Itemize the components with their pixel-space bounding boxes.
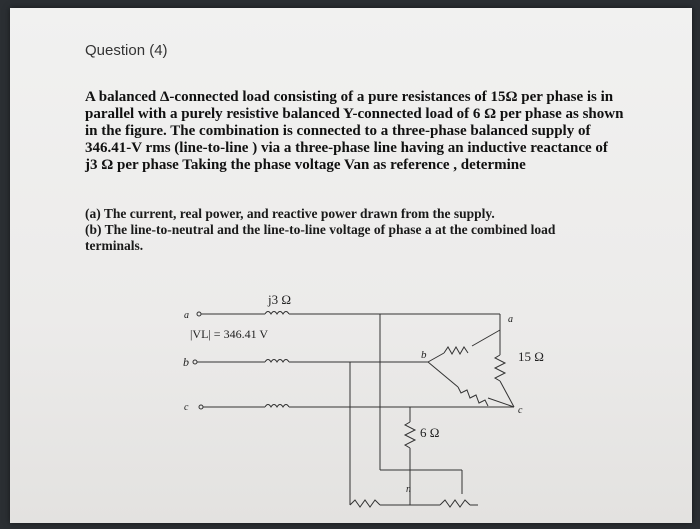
inductor-a xyxy=(265,312,289,315)
terminal-a-label: a xyxy=(184,310,189,321)
part-a: (a) The current, real power, and reactive power drawn from the supply. xyxy=(85,206,495,221)
node-b-label: b xyxy=(421,349,427,361)
problem-line: j3 Ω per phase Taking the phase voltage Van as reference , determine xyxy=(85,157,526,173)
delta-resistor-bc xyxy=(458,387,488,406)
delta-resistance-label: 15 Ω xyxy=(518,349,544,364)
delta-resistor-ab xyxy=(444,347,468,354)
inductor-b xyxy=(265,360,289,363)
terminal-c-dot xyxy=(199,405,203,409)
neutral-n-label: n xyxy=(406,484,411,495)
part-b-line1: (b) The line-to-neutral and the line-to-line voltage of phase a at the combined load xyxy=(85,222,556,237)
wye-resistance-label: 6 Ω xyxy=(420,425,440,440)
problem-line: 346.41-V rms (line-to-line ) via a three-phase line having an inductive reactance of xyxy=(85,140,608,156)
terminal-c-label: c xyxy=(184,402,189,413)
question-title: Question (4) xyxy=(85,42,168,59)
line-reactance-label: j3 Ω xyxy=(268,292,292,307)
problem-line: parallel with a purely resistive balanced Y-connected load of 6 Ω per phase as shown xyxy=(85,106,624,122)
node-c-label: c xyxy=(518,405,523,416)
wye-resistor-a xyxy=(440,500,470,507)
delta-resistor-ac xyxy=(495,355,505,381)
problem-line: in the figure. The combination is connected to a three-phase balanced supply of xyxy=(85,123,591,139)
terminal-a-dot xyxy=(197,312,201,316)
terminal-b-dot xyxy=(193,360,197,364)
node-a-label: a xyxy=(508,314,513,325)
wye-resistor-b xyxy=(350,500,380,507)
part-b-line2: terminals. xyxy=(85,238,144,253)
wye-resistor-c xyxy=(405,422,415,448)
inductor-c xyxy=(265,405,289,408)
line-voltage-label: |VL| = 346.41 V xyxy=(190,327,269,341)
terminal-b-label: b xyxy=(183,355,189,369)
problem-line: A balanced Δ-connected load consisting of a pure resistances of 15Ω per phase is in xyxy=(85,89,614,105)
